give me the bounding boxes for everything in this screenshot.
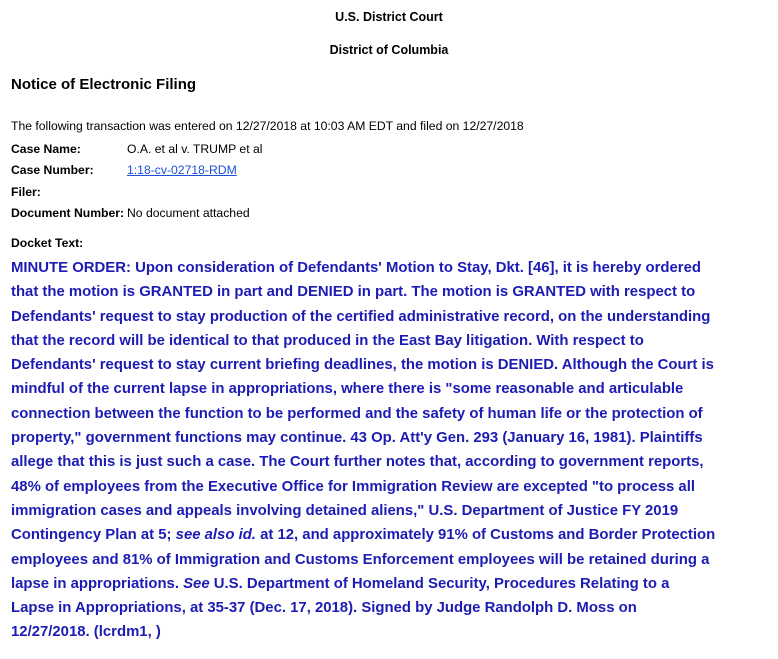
docket-line: that the record will be identical to that produced in the East Bay litigation. With respect to bbox=[11, 332, 644, 349]
case-number-row bbox=[11, 160, 262, 182]
filer-row bbox=[11, 181, 262, 203]
court-name: U.S. District Court bbox=[335, 10, 443, 24]
docket-line: property," government functions may continue. 43 Op. Att'y Gen. 293 (January 16, 1981). Plaintiffs bbox=[11, 430, 703, 447]
citation-signal: See bbox=[183, 575, 210, 592]
transaction-line: The following transaction was entered on 12/27/2018 at 10:03 AM EDT and filed on 12/27/2018 bbox=[11, 119, 524, 133]
case-number-label: Case Number: bbox=[11, 163, 94, 178]
docket-line: allege that this is just such a case. The Court further notes that, according to government reports, bbox=[11, 454, 704, 471]
docket-line: Contingency Plan at 5; see also id. at 12, and approximately 91% of Customs and Border Protection bbox=[11, 527, 716, 544]
citation-signal: see also id. bbox=[175, 527, 256, 544]
case-info-table bbox=[11, 138, 262, 224]
document-number-row bbox=[11, 203, 262, 225]
docket-text bbox=[11, 256, 769, 645]
docket-line: Lapse in Appropriations, at 35-37 (Dec. 17, 2018). Signed by Judge Randolph D. Moss on bbox=[11, 600, 637, 617]
case-name-label: Case Name: bbox=[11, 141, 81, 156]
document-number-value: No document attached bbox=[127, 206, 250, 221]
docket-line: employees and 81% of Immigration and Customs Enforcement employees will be retained during a bbox=[11, 551, 710, 568]
docket-line: that the motion is GRANTED in part and DENIED in part. The motion is GRANTED with respect to bbox=[11, 284, 696, 301]
case-number-cell bbox=[127, 160, 262, 182]
case-name-value: O.A. et al v. TRUMP et al bbox=[127, 141, 263, 156]
docket-line: 48% of employees from the Executive Office for Immigration Review are excepted "to process all bbox=[11, 478, 695, 495]
notice-title: Notice of Electronic Filing bbox=[11, 76, 197, 93]
filer-value bbox=[127, 181, 262, 203]
document-number-label: Document Number: bbox=[11, 206, 125, 221]
docket-text-label: Docket Text: bbox=[11, 236, 84, 250]
docket-line: connection between the function to be performed and the safety of human life or the protection of bbox=[11, 405, 703, 422]
docket-line: Defendants' request to stay current briefing deadlines, the motion is DENIED. Although the Court is bbox=[11, 357, 714, 374]
filer-label: Filer: bbox=[11, 184, 41, 199]
docket-line: mindful of the current lapse in appropriations, where there is "some reasonable and articulable bbox=[11, 381, 684, 398]
docket-line: MINUTE ORDER: Upon consideration of Defendants' Motion to Stay, Dkt. [46], it is hereby ordered bbox=[11, 260, 701, 276]
docket-line: immigration cases and appeals involving detained aliens," U.S. Department of Justice FY 2019 bbox=[11, 502, 679, 519]
docket-line: Defendants' request to stay production of the certified administrative record, on the understanding bbox=[11, 308, 711, 325]
case-name-row bbox=[11, 138, 262, 160]
docket-line: lapse in appropriations. See U.S. Department of Homeland Security, Procedures Relating to a bbox=[11, 575, 670, 592]
court-district: District of Columbia bbox=[329, 43, 449, 57]
docket-line: 12/27/2018. (lcrdm1, ) bbox=[11, 624, 161, 641]
case-number-link[interactable]: 1:18-cv-02718-RDM bbox=[127, 163, 237, 178]
